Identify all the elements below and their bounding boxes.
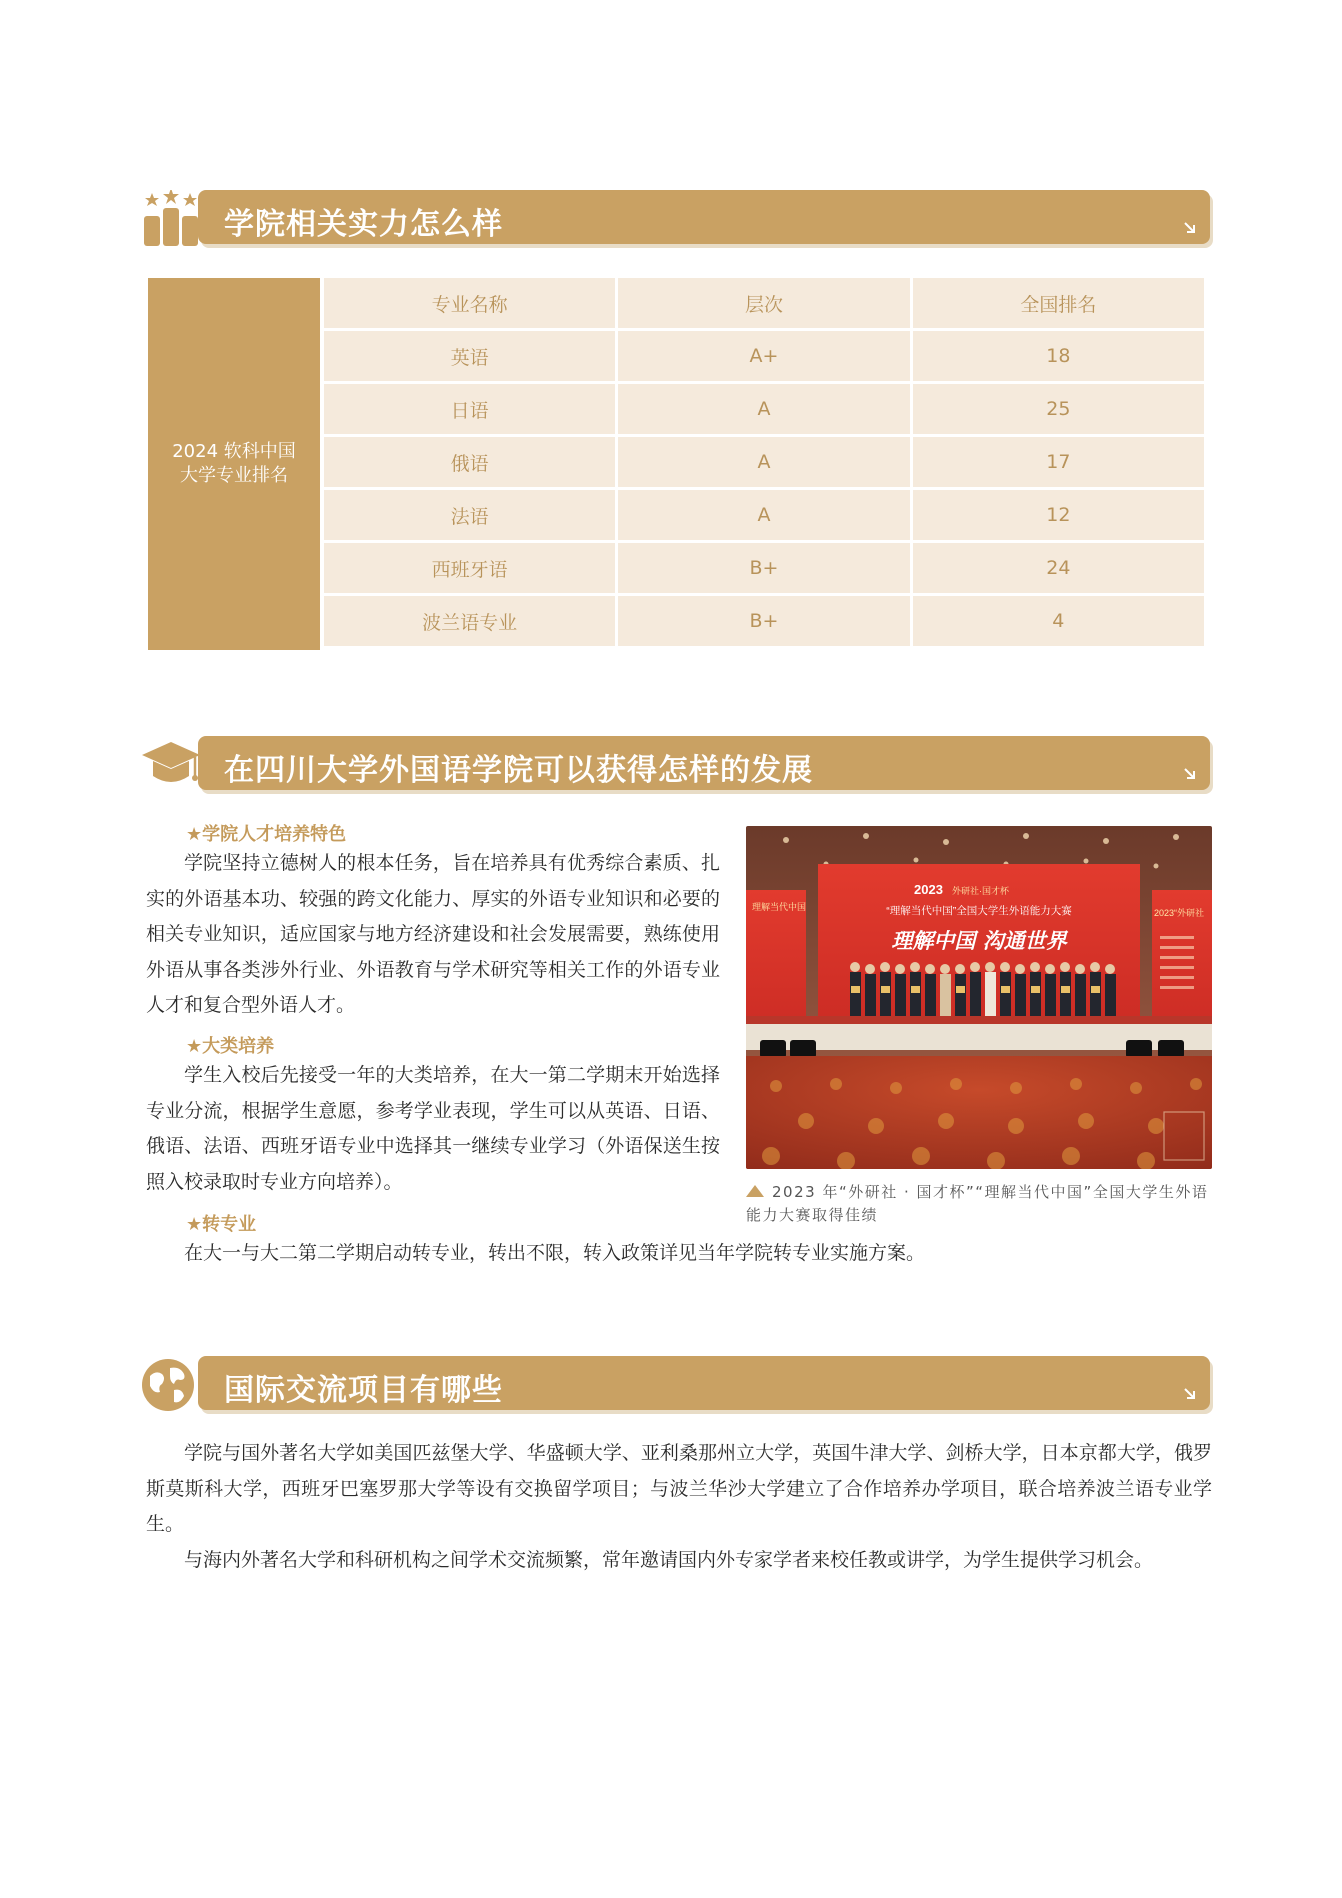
award-ceremony-photo xyxy=(746,826,1212,1169)
table-cell: A xyxy=(618,384,909,434)
ranking-source-line1: 2024 软科中国 xyxy=(172,441,296,462)
paragraph-broad-category: 学生入校后先接受一年的大类培养，在大一第二学期末开始选择专业分流，根据学生意愿，参考学业表现，学生可以从英语、日语、俄语、法语、西班牙语专业中选择其一继续专业学习（外语保送生按照入校录取时专业方向培养）。 xyxy=(146,1064,720,1193)
award-ceremony-illustration xyxy=(746,826,1212,1169)
section-header-exchange xyxy=(140,1356,1210,1414)
ranking-table xyxy=(148,278,1204,650)
section-title: 国际交流项目有哪些 xyxy=(224,1373,503,1408)
header-cell: 专业名称 xyxy=(324,278,615,328)
ranking-source-line2: 大学专业排名 xyxy=(180,465,288,486)
paragraph-transfer-major: 在大一与大二第二学期启动转专业，转出不限，转入政策详见当年学院转专业实施方案。 xyxy=(184,1242,926,1264)
photo-caption xyxy=(746,1181,1212,1227)
table-cell: 24 xyxy=(913,543,1204,593)
table-cell: 波兰语专业 xyxy=(324,596,615,646)
table-cell: B+ xyxy=(618,596,909,646)
table-cell: 日语 xyxy=(324,384,615,434)
table-cell: 25 xyxy=(913,384,1204,434)
table-cell: A xyxy=(618,437,909,487)
section-title: 在四川大学外国语学院可以获得怎样的发展 xyxy=(224,753,813,788)
arrow-down-right-icon xyxy=(1182,220,1198,236)
table-cell: A xyxy=(618,490,909,540)
table-cell: B+ xyxy=(618,543,909,593)
subheading-transfer-major: ★转专业 xyxy=(186,1214,257,1235)
subheading-talent-training: ★学院人才培养特色 xyxy=(186,824,347,845)
banner-line: “理解当代中国”全国大学生外语能力大赛 xyxy=(886,905,1072,917)
globe-icon xyxy=(140,1356,202,1414)
header-cell: 全国排名 xyxy=(913,278,1204,328)
paragraph-talent-training: 学院坚持立德树人的根本任务，旨在培养具有优秀综合素质、扎实的外语基本功、较强的跨文化能力、厚实的外语专业知识和必要的相关专业知识，适应国家与地方经济建设和社会发展需要，熟练使用外语从事各类涉外行业、外语教育与学术研究等相关工作的外语专业人才和复合型外语人才。 xyxy=(146,852,720,1016)
section-title: 学院相关实力怎么样 xyxy=(224,207,503,242)
section-title-bar xyxy=(198,1356,1210,1410)
right-panel-text: 2023“外研社 xyxy=(1154,908,1205,918)
ranking-source-label xyxy=(148,278,320,650)
photo-caption-text: 2023 年“外研社 · 国才杯”“理解当代中国”全国大学生外语能力大赛取得佳绩 xyxy=(746,1183,1209,1224)
arrow-down-right-icon xyxy=(1182,766,1198,782)
section-title-bar xyxy=(198,190,1210,244)
left-panel-text: 理解当代中国 xyxy=(752,902,807,912)
banner-tag: 外研社·国才杯 xyxy=(952,886,1009,896)
section-header-development xyxy=(140,736,1210,794)
table-cell: 法语 xyxy=(324,490,615,540)
table-cell: 英语 xyxy=(324,331,615,381)
table-cell: A+ xyxy=(618,331,909,381)
section-title-bar xyxy=(198,736,1210,790)
banner-year: 2023 xyxy=(914,882,943,897)
paragraph-exchange-programs: 学院与国外著名大学如美国匹兹堡大学、华盛顿大学、亚利桑那州立大学，英国牛津大学、剑桥大学，日本京都大学，俄罗斯莫斯科大学，西班牙巴塞罗那大学等设有交换留学项目；与波兰华沙大学建立了合作培养办学项目，联合培养波兰语专业学生。 xyxy=(146,1442,1212,1535)
table-cell: 西班牙语 xyxy=(324,543,615,593)
table-cell: 俄语 xyxy=(324,437,615,487)
table-cell: 18 xyxy=(913,331,1204,381)
paragraph-academic-exchange: 与海内外著名大学和科研机构之间学术交流频繁，常年邀请国内外专家学者来校任教或讲学，为学生提供学习机会。 xyxy=(184,1549,1154,1571)
graduation-cap-icon xyxy=(140,736,202,794)
table-cell: 17 xyxy=(913,437,1204,487)
table-cell: 4 xyxy=(913,596,1204,646)
ranking-podium-icon xyxy=(140,190,202,248)
arrow-down-right-icon xyxy=(1182,1386,1198,1402)
subheading-broad-category: ★大类培养 xyxy=(186,1036,275,1057)
ranking-grid xyxy=(324,278,1204,650)
banner-slogan: 理解中国 沟通世界 xyxy=(891,928,1067,953)
table-cell: 12 xyxy=(913,490,1204,540)
triangle-marker-icon xyxy=(746,1185,764,1197)
section-header-strength xyxy=(140,190,1210,248)
header-cell: 层次 xyxy=(618,278,909,328)
